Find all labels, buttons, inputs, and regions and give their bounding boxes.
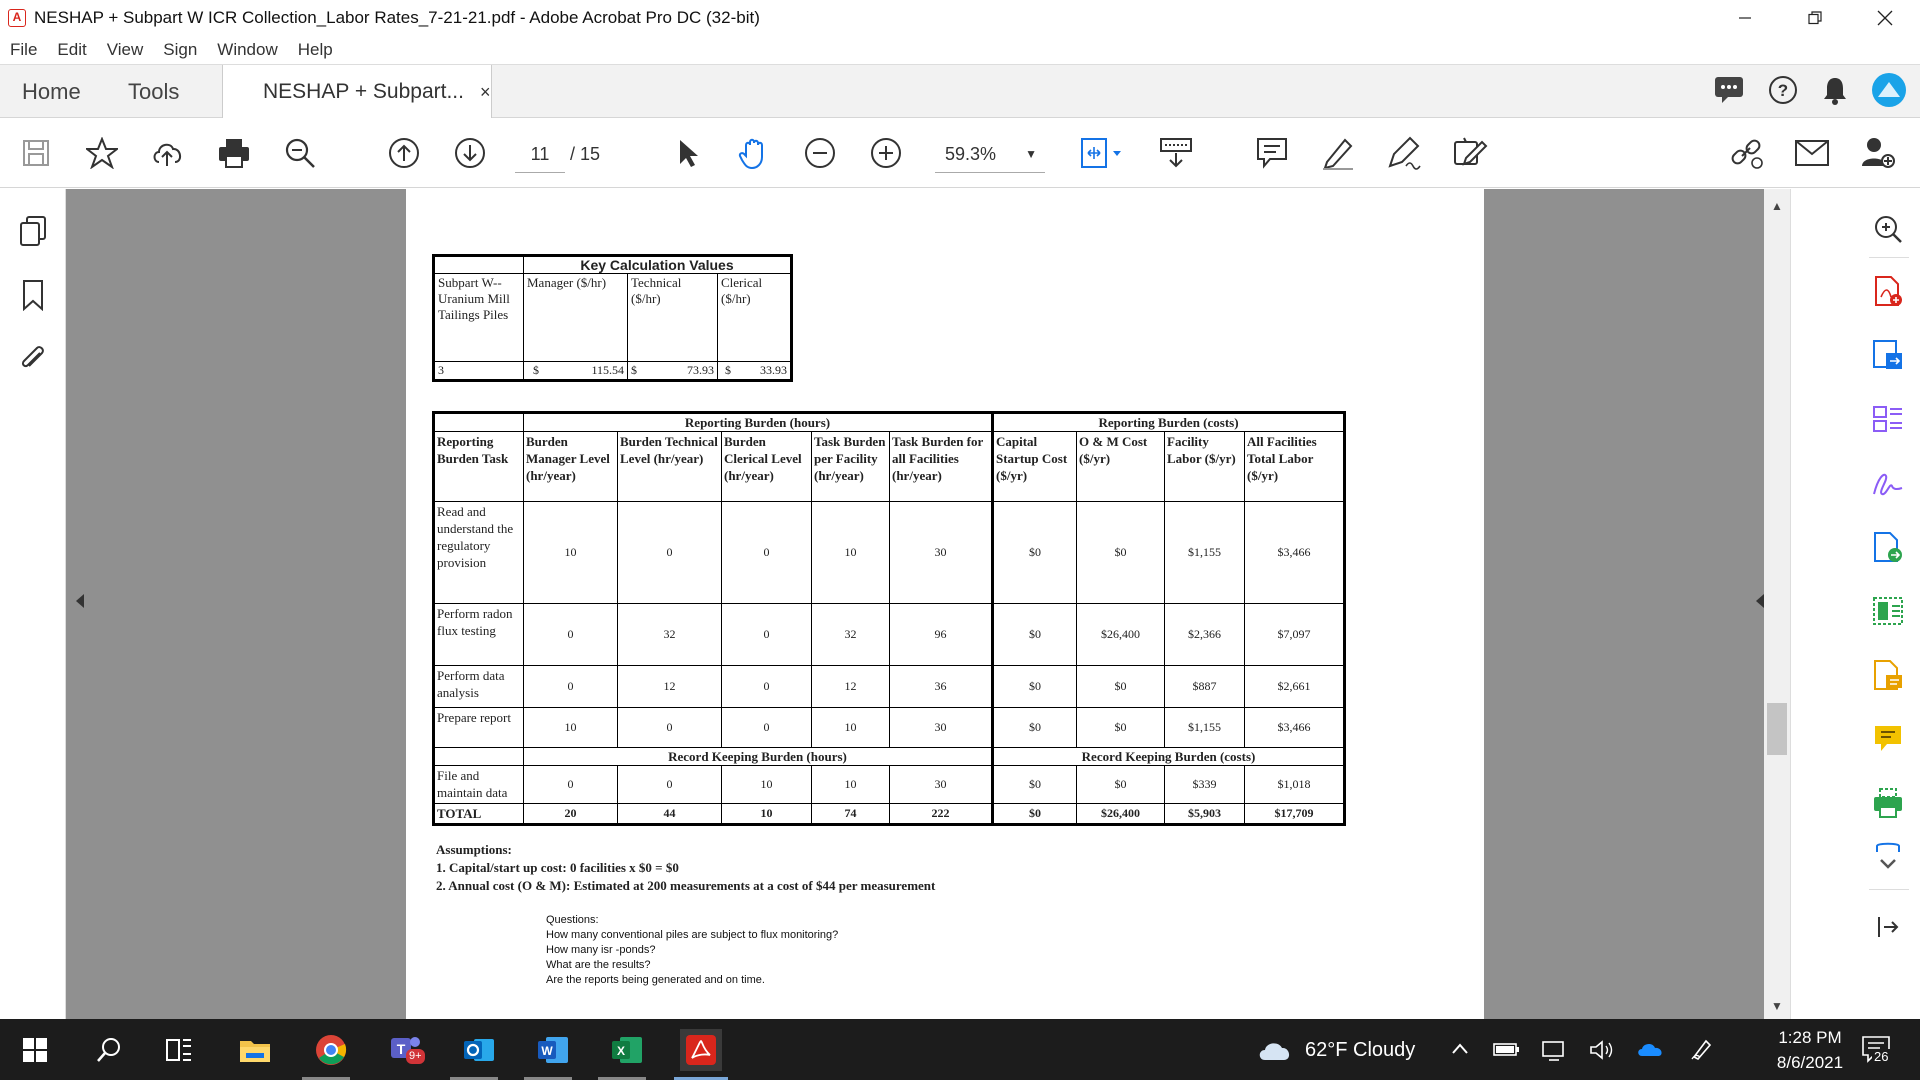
section-record-keeping-costs: Record Keeping Burden (costs) [993, 748, 1345, 766]
compare-files-button[interactable] [1870, 593, 1906, 629]
weather-widget[interactable] [1255, 1036, 1415, 1064]
print-production-button[interactable] [1870, 785, 1906, 821]
om-cell: $0 [1077, 708, 1165, 748]
acrobat-icon: A [8, 9, 26, 27]
taskbar-outlook[interactable] [458, 1029, 500, 1071]
page-number-input[interactable]: 11 [515, 135, 565, 173]
help-icon[interactable] [1768, 75, 1798, 110]
question-line: How many isr -ponds? [546, 944, 656, 956]
menu-view[interactable]: View [106, 40, 144, 59]
taskbar-acrobat[interactable] [680, 1029, 722, 1071]
header-capital: Capital Startup Cost ($/yr) [993, 432, 1077, 502]
kcv-title: Key Calculation Values [524, 256, 792, 274]
menu-file[interactable]: File [10, 40, 38, 59]
start-button[interactable] [14, 1029, 56, 1071]
weather-text: 62°F Cloudy [1305, 1038, 1416, 1061]
minimize-icon [1738, 11, 1752, 25]
scrollbar-thumb[interactable] [1767, 703, 1787, 755]
per-facility-cell: 10 [812, 766, 890, 804]
volume-icon[interactable] [1588, 1039, 1616, 1066]
kcv-dollar-sign: $ [631, 363, 637, 377]
save-button[interactable] [18, 135, 54, 171]
kcv-manager-value: 115.54 [591, 363, 624, 377]
facility-labor-cell: $887 [1165, 666, 1245, 708]
manager-cell: 10 [524, 708, 618, 748]
all-facilities-cell: 30 [890, 502, 993, 604]
questions-block [546, 913, 838, 988]
kcv-col-clerical: Clerical ($/hr) [718, 274, 792, 362]
organize-pages-button[interactable] [1870, 401, 1906, 437]
page-fit-button[interactable] [1078, 135, 1128, 171]
manager-cell: 20 [524, 804, 618, 825]
technical-cell: 44 [618, 804, 722, 825]
send-review-icon [1872, 531, 1904, 563]
task-cell: Perform radon flux testing [434, 604, 524, 666]
tab-bar [0, 64, 1920, 118]
section-record-keeping-hours: Record Keeping Burden (hours) [524, 748, 993, 766]
compare-icon [1872, 596, 1904, 626]
technical-cell: 0 [618, 708, 722, 748]
star-icon [86, 137, 118, 169]
toolbar [0, 118, 1920, 188]
account-avatar[interactable] [1872, 73, 1906, 112]
per-facility-cell: 10 [812, 502, 890, 604]
zoom-level-select[interactable] [935, 135, 1045, 173]
kcv-manager-rate [524, 362, 628, 381]
pen-workspace-icon[interactable] [1690, 1037, 1714, 1066]
hand-icon [737, 136, 771, 170]
assumptions-title: Assumptions: [436, 842, 512, 857]
select-tool-button[interactable] [670, 135, 706, 171]
sign-button[interactable] [1386, 135, 1422, 171]
network-icon[interactable] [1540, 1039, 1568, 1066]
clerical-cell: 0 [722, 666, 812, 708]
table-row [434, 766, 1345, 804]
cloud-icon [1255, 1036, 1295, 1064]
om-cell: $0 [1077, 502, 1165, 604]
per-facility-cell: 74 [812, 804, 890, 825]
page-total: / 15 [570, 144, 601, 164]
next-page-button[interactable] [452, 135, 488, 171]
key-calculation-values-table [432, 254, 793, 382]
menu-sign[interactable]: Sign [163, 40, 198, 59]
facility-labor-cell: $2,366 [1165, 604, 1245, 666]
bell-icon[interactable] [1822, 75, 1848, 110]
clerical-cell: 10 [722, 804, 812, 825]
kcv-dollar-sign: $ [533, 363, 539, 377]
left-navigation-panel [0, 189, 66, 1019]
total-labor-cell: $3,466 [1245, 502, 1345, 604]
menu-window[interactable]: Window [217, 40, 278, 59]
om-cell: $0 [1077, 766, 1165, 804]
plus-circle-icon [870, 137, 902, 169]
task-view-button[interactable] [158, 1029, 200, 1071]
bookmarks-button[interactable] [15, 277, 51, 313]
fill-sign-button[interactable] [1452, 135, 1488, 171]
collapse-right-panel-button[interactable] [1756, 594, 1764, 608]
kcv-row-label: Subpart W--Uranium Mill Tailings Piles [434, 274, 524, 362]
notification-center-button[interactable] [1860, 1033, 1894, 1067]
save-icon [22, 139, 50, 167]
table-row [434, 708, 1345, 748]
restore-button[interactable] [1780, 0, 1850, 36]
capital-cell: $0 [993, 604, 1077, 666]
svg-text:?: ? [1777, 81, 1789, 100]
table-row [434, 604, 1345, 666]
arrow-up-circle-icon [388, 137, 420, 169]
chevron-up-icon [1450, 1039, 1470, 1059]
windows-logo-icon [22, 1037, 48, 1063]
per-facility-cell: 32 [812, 604, 890, 666]
manager-cell: 0 [524, 666, 618, 708]
bookmark-star-button[interactable] [84, 135, 120, 171]
pdf-page [406, 189, 1484, 1019]
bookmark-icon [21, 279, 45, 311]
kcv-col-technical: Technical ($/hr) [628, 274, 718, 362]
combine-files-icon [1872, 659, 1904, 691]
right-tools-panel [1790, 189, 1920, 1019]
assumptions-block [436, 841, 935, 895]
per-facility-cell: 10 [812, 708, 890, 748]
chevron-down-icon: ▼ [1025, 147, 1037, 161]
total-labor-cell: $7,097 [1245, 604, 1345, 666]
scroll-down-icon[interactable]: ▼ [1771, 999, 1783, 1013]
table-row [434, 666, 1345, 708]
comments-icon[interactable] [1714, 76, 1744, 109]
kcv-row-index: 3 [434, 362, 524, 381]
facility-labor-cell: $1,155 [1165, 502, 1245, 604]
upload-button[interactable] [150, 135, 186, 171]
previous-page-button[interactable] [386, 135, 422, 171]
burden-table [432, 411, 1346, 826]
print-icon [218, 138, 250, 168]
arrow-down-circle-icon [454, 137, 486, 169]
header-all-facilities: Task Burden for all Facilities (hr/year) [890, 432, 993, 502]
folder-icon [238, 1036, 272, 1064]
header-facility-labor: Facility Labor ($/yr) [1165, 432, 1245, 502]
all-facilities-cell: 30 [890, 766, 993, 804]
pen-icon [1321, 136, 1355, 170]
kcv-dollar-sign: $ [725, 363, 731, 377]
organize-pages-icon [1872, 405, 1904, 433]
clock-time: 1:28 PM [1778, 1028, 1842, 1047]
highlight-button[interactable] [1320, 135, 1356, 171]
zoom-search-button[interactable] [1870, 211, 1906, 247]
send-for-review-button[interactable] [1870, 529, 1906, 565]
attachments-button[interactable] [15, 341, 51, 377]
per-facility-cell: 12 [812, 666, 890, 708]
mail-icon [1795, 140, 1829, 166]
collapse-left-panel-button[interactable] [76, 594, 84, 608]
create-pdf-button[interactable] [1870, 273, 1906, 309]
onedrive-icon[interactable] [1636, 1039, 1666, 1064]
outlook-icon [462, 1033, 496, 1067]
fountain-pen-icon [1386, 136, 1422, 170]
total-labor-cell: $3,466 [1245, 708, 1345, 748]
page-thumbnails-button[interactable] [15, 213, 51, 249]
battery-icon[interactable] [1492, 1039, 1520, 1064]
total-labor-cell: $17,709 [1245, 804, 1345, 825]
manager-cell: 0 [524, 604, 618, 666]
total-labor-cell: $2,661 [1245, 666, 1345, 708]
task-cell: Read and understand the regulatory provision [434, 502, 524, 604]
tab-document-label: NESHAP + Subpart... [263, 80, 464, 103]
share-link-button[interactable] [1728, 135, 1764, 171]
assumption-line: 2. Annual cost (O & M): Estimated at 200 measurements at a cost of $44 per measurement [436, 878, 936, 893]
facility-labor-cell: $1,155 [1165, 708, 1245, 748]
kcv-clerical-rate [718, 362, 792, 381]
question-line: Are the reports being generated and on time. [546, 974, 765, 986]
clerical-cell: 0 [722, 502, 812, 604]
question-line: What are the results? [546, 959, 651, 971]
scroll-mode-button[interactable] [1158, 135, 1194, 171]
header-task: Reporting Burden Task [434, 432, 524, 502]
questions-title: Questions: [546, 914, 599, 926]
header-om: O & M Cost ($/yr) [1077, 432, 1165, 502]
keyboard-scroll-icon [1159, 137, 1193, 169]
zoom-in-button[interactable] [868, 135, 904, 171]
question-line: How many conventional piles are subject to flux monitoring? [546, 929, 839, 941]
comment-tool-button[interactable] [1870, 721, 1906, 757]
taskbar-file-explorer[interactable] [234, 1029, 276, 1071]
cursor-arrow-icon [676, 138, 700, 168]
system-clock[interactable] [1750, 1025, 1870, 1075]
paperclip-icon [18, 343, 48, 375]
edit-document-icon [1452, 136, 1488, 170]
more-tools-button[interactable] [1870, 839, 1906, 875]
header-technical: Burden Technical Level (hr/year) [618, 432, 722, 502]
task-cell: Perform data analysis [434, 666, 524, 708]
technical-cell: 32 [618, 604, 722, 666]
comment-note-icon [1873, 724, 1903, 754]
om-cell: $26,400 [1077, 804, 1165, 825]
capital-cell: $0 [993, 766, 1077, 804]
clock-date: 8/6/2021 [1776, 1053, 1844, 1072]
search-button[interactable] [282, 135, 318, 171]
title-bar [0, 0, 1920, 36]
signature-icon [1872, 468, 1904, 498]
export-pdf-icon [1872, 339, 1904, 371]
tab-close-button[interactable]: × [479, 81, 491, 102]
cloud-upload-icon [151, 138, 185, 168]
task-cell: File and maintain data [434, 766, 524, 804]
close-window-button[interactable] [1850, 0, 1920, 36]
add-user-icon [1861, 136, 1895, 170]
task-cell: Prepare report [434, 708, 524, 748]
menu-help[interactable]: Help [297, 40, 333, 59]
svg-text:T: T [396, 1041, 406, 1057]
minimize-button[interactable] [1710, 0, 1780, 36]
taskbar-search-button[interactable] [88, 1029, 130, 1071]
minus-circle-icon [804, 137, 836, 169]
assumption-line: 1. Capital/start up cost: 0 facilities x $0 = $0 [436, 860, 679, 875]
word-icon [536, 1033, 570, 1067]
all-facilities-cell: 30 [890, 708, 993, 748]
tab-document[interactable] [222, 65, 492, 119]
hand-tool-button[interactable] [736, 135, 772, 171]
chrome-icon [315, 1034, 347, 1066]
tab-tools[interactable]: Tools [128, 79, 180, 104]
email-button[interactable] [1794, 135, 1830, 171]
section-reporting-hours: Reporting Burden (hours) [524, 413, 993, 432]
more-tools-chevron-icon [1873, 840, 1903, 874]
pages-icon [18, 215, 48, 247]
manager-cell: 0 [524, 766, 618, 804]
header-clerical: Burden Clerical Level (hr/year) [722, 432, 812, 502]
restore-icon [1808, 11, 1822, 25]
kcv-col-manager: Manager ($/hr) [524, 274, 628, 362]
taskbar-word[interactable] [532, 1029, 574, 1071]
search-icon [284, 137, 316, 169]
notification-count: 26 [1874, 1049, 1889, 1064]
scroll-up-icon[interactable]: ▲ [1771, 199, 1783, 213]
link-icon [1728, 136, 1764, 170]
clerical-cell: 10 [722, 766, 812, 804]
close-icon [1877, 10, 1893, 26]
total-row [434, 804, 1345, 825]
kcv-technical-rate [628, 362, 718, 381]
vertical-scrollbar[interactable] [1764, 189, 1790, 1019]
section-reporting-costs: Reporting Burden (costs) [993, 413, 1345, 432]
manager-cell: 10 [524, 502, 618, 604]
windows-taskbar [0, 1019, 1920, 1080]
acrobat-icon [684, 1033, 718, 1067]
technical-cell: 0 [618, 766, 722, 804]
taskbar-chrome[interactable] [310, 1029, 352, 1071]
header-per-facility: Task Burden per Facility (hr/year) [812, 432, 890, 502]
fill-and-sign-button[interactable] [1870, 465, 1906, 501]
om-cell: $0 [1077, 666, 1165, 708]
print-production-icon [1872, 787, 1904, 819]
technical-cell: 0 [618, 502, 722, 604]
combine-files-button[interactable] [1870, 657, 1906, 693]
taskbar-excel[interactable] [606, 1029, 648, 1071]
zoom-magnifier-icon [1873, 214, 1903, 244]
all-facilities-cell: 222 [890, 804, 993, 825]
all-facilities-cell: 36 [890, 666, 993, 708]
capital-cell: $0 [993, 666, 1077, 708]
header-manager: Burden Manager Level (hr/year) [524, 432, 618, 502]
header-total-labor: All Facilities Total Labor ($/yr) [1245, 432, 1345, 502]
all-facilities-cell: 96 [890, 604, 993, 666]
print-button[interactable] [216, 135, 252, 171]
clerical-cell: 0 [722, 604, 812, 666]
comment-button[interactable] [1254, 135, 1290, 171]
svg-text:X: X [616, 1044, 626, 1058]
capital-cell: $0 [993, 804, 1077, 825]
technical-cell: 12 [618, 666, 722, 708]
kcv-technical-value: 73.93 [687, 363, 714, 377]
taskbar-teams[interactable] [384, 1029, 426, 1071]
capital-cell: $0 [993, 708, 1077, 748]
om-cell: $26,400 [1077, 604, 1165, 666]
kcv-clerical-value: 33.93 [760, 363, 787, 377]
show-hidden-icons-button[interactable] [1450, 1039, 1470, 1064]
tab-home[interactable]: Home [22, 79, 81, 104]
export-pdf-button[interactable] [1870, 337, 1906, 373]
teams-badge: 9+ [406, 1049, 425, 1064]
collapse-tools-pane-button[interactable] [1870, 909, 1906, 945]
add-user-button[interactable] [1860, 135, 1896, 171]
capital-cell: $0 [993, 502, 1077, 604]
zoom-out-button[interactable] [802, 135, 838, 171]
svg-text:W: W [541, 1044, 553, 1058]
window-title: NESHAP + Subpart W ICR Collection_Labor Rates_7-21-21.pdf - Adobe Acrobat Pro DC (32-bit) [34, 8, 760, 27]
task-view-icon [165, 1037, 193, 1063]
clerical-cell: 0 [722, 708, 812, 748]
search-icon [95, 1036, 123, 1064]
table-row [434, 502, 1345, 604]
document-viewer[interactable] [66, 189, 1790, 1019]
zoom-level-value: 59.3% [945, 144, 997, 164]
fit-page-icon [1080, 137, 1126, 169]
menu-edit[interactable]: Edit [57, 40, 87, 59]
facility-labor-cell: $339 [1165, 766, 1245, 804]
create-pdf-icon [1873, 275, 1903, 307]
task-cell: TOTAL [434, 804, 524, 825]
comment-icon [1256, 137, 1288, 169]
total-labor-cell: $1,018 [1245, 766, 1345, 804]
menu-bar [0, 36, 1920, 64]
collapse-arrow-icon [1875, 914, 1901, 940]
facility-labor-cell: $5,903 [1165, 804, 1245, 825]
excel-icon [610, 1033, 644, 1067]
